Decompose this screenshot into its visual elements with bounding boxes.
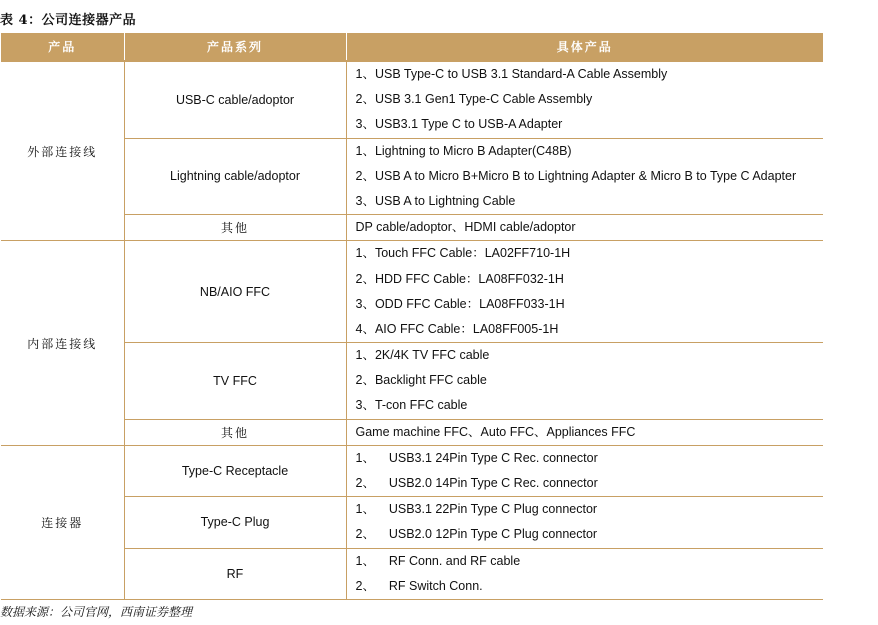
product-category: 内部连接线 xyxy=(1,241,124,446)
product-item: 1、Lightning to Micro B Adapter(C48B) xyxy=(355,143,572,158)
table-row xyxy=(1,548,823,599)
product-item: 1、 USB3.1 24Pin Type C Rec. connector xyxy=(355,450,598,465)
table-row xyxy=(1,61,823,138)
product-item: 2、 USB2.0 12Pin Type C Plug connector xyxy=(355,527,598,542)
product-items xyxy=(346,138,823,215)
product-item: 4、AIO FFC Cable：LA08FF005-1H xyxy=(355,321,559,336)
table-row xyxy=(1,138,823,215)
product-series: USB-C cable/adoptor xyxy=(124,61,346,138)
product-item: 1、 RF Conn. and RF cable xyxy=(355,553,521,568)
table-row xyxy=(1,343,823,420)
product-item: 1、 USB3.1 22Pin Type C Plug connector xyxy=(355,502,598,517)
table-row xyxy=(1,445,823,496)
product-items xyxy=(346,241,823,343)
header-series: 产品系列 xyxy=(124,33,346,61)
product-item: 2、USB 3.1 Gen1 Type-C Cable Assembly xyxy=(355,92,593,107)
product-item: 1、USB Type-C to USB 3.1 Standard-A Cable Assembly xyxy=(355,67,668,81)
product-series: TV FFC xyxy=(124,343,346,420)
header-product: 产品 xyxy=(1,33,124,61)
product-items xyxy=(346,548,823,599)
product-series: RF xyxy=(124,548,346,599)
table-header-row xyxy=(1,33,823,61)
table-body xyxy=(1,61,823,599)
product-item: 1、Touch FFC Cable：LA02FF710-1H xyxy=(355,246,571,261)
product-series: Type-C Plug xyxy=(124,497,346,548)
product-series: 其他 xyxy=(124,215,346,241)
product-series: NB/AIO FFC xyxy=(124,241,346,343)
product-item: 2、Backlight FFC cable xyxy=(355,373,487,388)
product-item: Game machine FFC、Auto FFC、Appliances FFC xyxy=(355,424,636,439)
product-item: 3、ODD FFC Cable：LA08FF033-1H xyxy=(355,296,565,311)
table-row xyxy=(1,419,823,445)
table-title: 表 4：公司连接器产品 xyxy=(0,13,137,28)
source-note: 数据来源：公司官网，西南证券整理 xyxy=(0,605,193,619)
product-items xyxy=(346,445,823,496)
product-item: 3、USB3.1 Type C to USB-A Adapter xyxy=(355,117,563,132)
product-item: 3、T-con FFC cable xyxy=(355,398,468,413)
product-item: DP cable/adoptor、HDMI cable/adoptor xyxy=(355,220,576,235)
table-row xyxy=(1,241,823,343)
product-series: 其他 xyxy=(124,419,346,445)
product-category: 连接器 xyxy=(1,445,124,599)
product-items xyxy=(346,497,823,548)
products-table xyxy=(1,33,823,600)
table-row xyxy=(1,497,823,548)
product-series: Type-C Receptacle xyxy=(124,445,346,496)
product-item: 2、USB A to Micro B+Micro B to Lightning Adapter & Micro B to Type C Adapter xyxy=(355,168,797,183)
product-item: 2、 USB2.0 14Pin Type C Rec. connector xyxy=(355,476,598,490)
product-items xyxy=(346,215,823,241)
table-row xyxy=(1,215,823,241)
product-item: 1、2K/4K TV FFC cable xyxy=(355,348,490,363)
header-specific: 具体产品 xyxy=(346,33,823,61)
product-series: Lightning cable/adoptor xyxy=(124,138,346,215)
product-items xyxy=(346,61,823,138)
product-item: 2、 RF Switch Conn. xyxy=(355,578,483,593)
product-item: 2、HDD FFC Cable：LA08FF032-1H xyxy=(355,271,564,286)
product-items xyxy=(346,343,823,420)
product-item: 3、USB A to Lightning Cable xyxy=(355,193,516,208)
product-items xyxy=(346,419,823,445)
product-category: 外部连接线 xyxy=(1,61,124,241)
